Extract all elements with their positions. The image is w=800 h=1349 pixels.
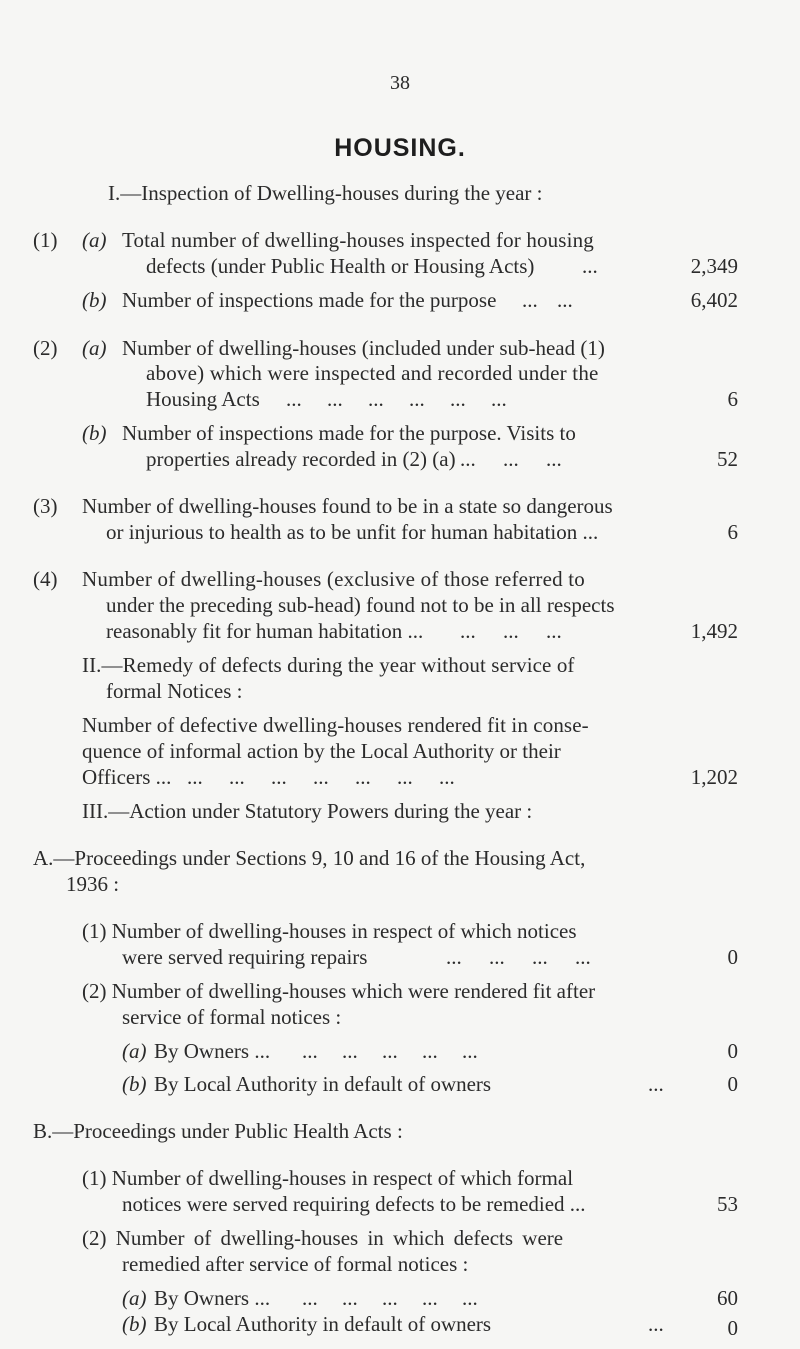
section-b-a-leader: ... ... ... ... ... <box>302 1286 478 1310</box>
section-a-a-value: 0 <box>727 1039 738 1063</box>
section-b-item1-line1: (1) Number of dwelling-houses in respect of which formal <box>82 1166 574 1190</box>
item-2a-value: 6 <box>727 387 738 411</box>
section-ii-value: 1,202 <box>690 765 738 789</box>
item-2b-value: 52 <box>717 447 738 471</box>
item-2a-label: (a) <box>82 336 107 360</box>
section-ii-heading-line2: formal Notices : <box>106 679 243 703</box>
section-a-item1-line1: (1) Number of dwelling-houses in respect of which notices <box>82 919 577 943</box>
section-a-b-value: 0 <box>727 1072 738 1096</box>
section-b-b-label: (b) <box>122 1312 147 1336</box>
item-1a-line2: defects (under Public Health or Housing Acts) <box>146 254 535 278</box>
section-a-b-text: By Local Authority in default of owners <box>154 1072 492 1096</box>
section-b-b-value: 0 <box>727 1316 738 1340</box>
item-3-label: (3) <box>33 494 58 518</box>
section-i-heading: I.—Inspection of Dwelling-houses during the year : <box>108 181 543 205</box>
section-a-heading-line1: A.—Proceedings under Sections 9, 10 and 16 of the Housing Act, <box>33 846 586 870</box>
section-b-item2-line2: remedied after service of formal notices : <box>122 1252 469 1276</box>
item-2a-leader: ... ... ... ... ... ... <box>286 387 507 411</box>
section-a-a-label: (a) <box>122 1039 147 1063</box>
item-1a-value: 2,349 <box>690 254 738 278</box>
item-4-line3: reasonably fit for human habitation ... <box>106 619 424 643</box>
section-a-heading-line2: 1936 : <box>66 872 120 896</box>
section-a-item2-line2: service of formal notices : <box>122 1005 342 1029</box>
item-4-label: (4) <box>33 567 58 591</box>
section-b-a-label: (a) <box>122 1286 147 1310</box>
section-a-b-leader: ... <box>648 1072 664 1096</box>
item-1-label: (1) <box>33 228 58 252</box>
section-b-item2-line1: (2) Number of dwelling-houses in which defects were <box>82 1226 564 1250</box>
item-4-value: 1,492 <box>690 619 738 643</box>
item-3-line1: Number of dwelling-houses found to be in a state so dangerous <box>82 494 613 518</box>
item-4-line1: Number of dwelling-houses (exclusive of those referred to <box>82 567 585 591</box>
item-2a-line1: Number of dwelling-houses (included under sub-head (1) <box>122 336 605 360</box>
section-b-heading: B.—Proceedings under Public Health Acts : <box>33 1119 403 1143</box>
item-3-value: 6 <box>727 520 738 544</box>
section-a-item2-line1: (2) Number of dwelling-houses which were rendered fit after <box>82 979 596 1003</box>
section-b-b-leader: ... <box>648 1312 664 1336</box>
section-b-item1-value: 53 <box>717 1192 738 1216</box>
item-2b-line1: Number of inspections made for the purpose. Visits to <box>122 421 576 445</box>
page-number: 38 <box>390 72 410 94</box>
item-1b-line1: Number of inspections made for the purpose <box>122 288 497 312</box>
item-2a-line3: Housing Acts <box>146 387 260 411</box>
section-ii-line3: Officers ... <box>82 765 172 789</box>
page-title: HOUSING. <box>334 134 466 162</box>
section-a-item1-value: 0 <box>727 945 738 969</box>
section-ii-line2: quence of informal action by the Local Authority or their <box>82 739 561 763</box>
section-ii-line1: Number of defective dwelling-houses rendered fit in conse- <box>82 713 589 737</box>
item-2a-line2: above) which were inspected and recorded under the <box>146 361 599 385</box>
section-b-item1-line2: notices were served requiring defects to be remedied ... <box>122 1192 586 1216</box>
item-4-line2: under the preceding sub-head) found not to be in all respects <box>106 593 615 617</box>
item-3-line2: or injurious to health as to be unfit for human habitation ... <box>106 520 599 544</box>
section-a-item1-leader: ... ... ... ... <box>446 945 591 969</box>
item-1b-leader: ... ... <box>522 288 573 312</box>
item-1a-label: (a) <box>82 228 107 252</box>
item-1b-value: 6,402 <box>690 288 738 312</box>
section-ii-heading-line1: II.—Remedy of defects during the year without service of <box>82 653 575 677</box>
item-1a-leader: ... <box>582 254 598 278</box>
section-iii-heading: III.—Action under Statutory Powers during the year : <box>82 799 533 823</box>
section-a-b-label: (b) <box>122 1072 147 1096</box>
item-2b-label: (b) <box>82 421 107 445</box>
section-a-a-leader: ... ... ... ... ... <box>302 1039 478 1063</box>
section-b-a-text: By Owners ... <box>154 1286 271 1310</box>
item-2-label: (2) <box>33 336 58 360</box>
section-b-b-text: By Local Authority in default of owners <box>154 1312 492 1336</box>
item-1a-line1: Total number of dwelling-houses inspected for housing <box>122 228 594 252</box>
section-ii-leader: ... ... ... ... ... ... ... <box>187 765 455 789</box>
item-1b-label: (b) <box>82 288 107 312</box>
item-4-leader: ... ... ... <box>460 619 562 643</box>
section-a-item1-line2: were served requiring repairs <box>122 945 368 969</box>
item-2b-line2: properties already recorded in (2) (a) <box>146 447 456 471</box>
section-a-a-text: By Owners ... <box>154 1039 271 1063</box>
item-2b-leader: ... ... ... <box>460 447 562 471</box>
section-b-a-value: 60 <box>717 1286 738 1310</box>
